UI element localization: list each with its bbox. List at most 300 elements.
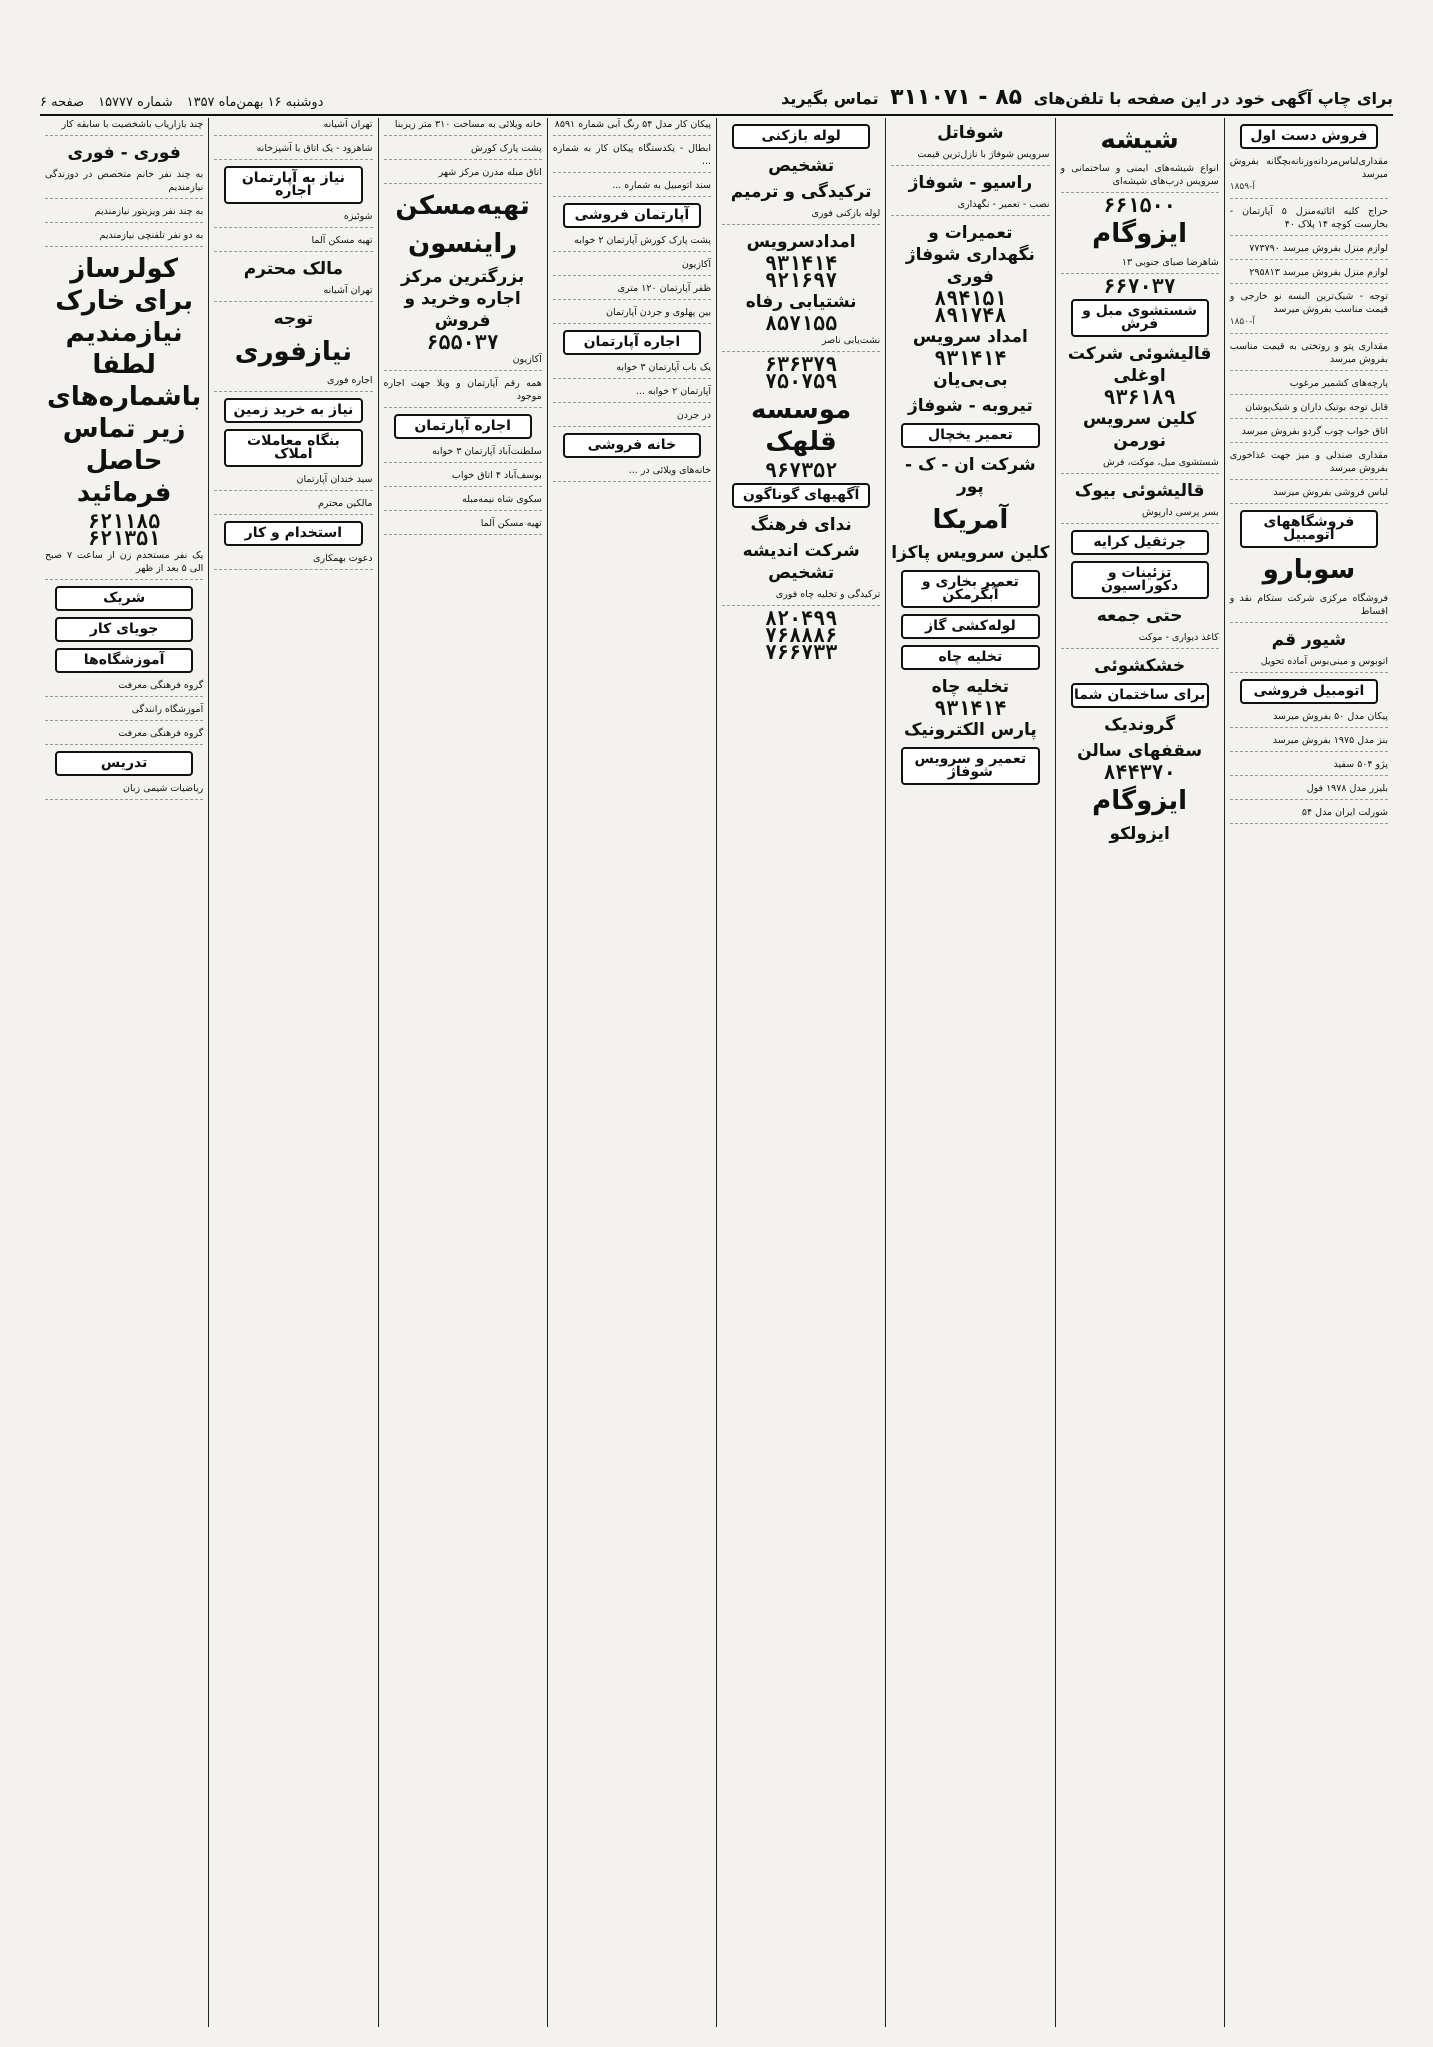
ad-text: تعمیر و سرویس شوفاژ — [914, 751, 1027, 780]
ad-text: شوفاتل — [937, 123, 1004, 143]
classified-ad — [1230, 710, 1388, 728]
ad-title — [722, 231, 880, 253]
ad-text: نیاز به خرید زمین — [233, 402, 354, 418]
ad-text: به چند نفر خانم متخصص در دوزندگی نیازمندیم — [45, 169, 204, 193]
column-5 — [547, 118, 716, 2027]
ad-text: خانه ویلائی به مساحت ۳۱۰ متر زیربنا — [394, 119, 542, 130]
header-meta — [40, 95, 323, 110]
ad-text: بین پهلوی و جردن آپارتمان — [605, 307, 711, 318]
ad-text: نشتیابی رفاه — [745, 292, 857, 312]
ad-text: همه رقم آپارتمان و ویلا جهت اجاره موجود — [383, 378, 542, 402]
classified-ad — [722, 207, 880, 225]
ad-text: ظفر آپارتمان ۱۲۰ متری — [617, 283, 711, 294]
ad-text: گروه فرهنگی معرفت — [118, 728, 204, 739]
classified-ad — [384, 118, 542, 136]
ad-text: فروشگاه مرکزی شرکت ستکام نقد و اقساط — [1229, 593, 1388, 617]
display-ad-title — [1061, 124, 1219, 156]
classified-ad — [214, 234, 372, 252]
ad-text: پشت پارک کورش آپارتمان ۲ خوابه — [574, 235, 711, 246]
ad-phone-number — [722, 458, 880, 482]
classified-ad — [384, 493, 542, 511]
ad-text: ۸۵۷۱۵۵ — [765, 311, 838, 335]
ad-text: لوله بازکنی — [761, 128, 841, 144]
ad-text: نیازفوری — [234, 337, 352, 367]
ad-text: آپارتمان ۲ خوابه ... — [635, 386, 711, 397]
ad-text: شورلت ایران مدل ۵۴ — [1301, 807, 1388, 818]
classified-ad — [1230, 290, 1388, 334]
ad-text: اتاق مبله مدرن مرکز شهر — [438, 167, 542, 178]
ad-text: سید خندان آپارتمان — [296, 474, 373, 485]
ad-title — [384, 266, 542, 332]
ad-text: ۹۳۱۴۱۴ — [934, 346, 1007, 370]
ad-text: کاغذ دیواری - موکت — [1138, 632, 1219, 643]
section-heading — [1071, 530, 1209, 555]
ad-text: تعمیرات و نگهداری شوفاژ فوری — [905, 223, 1035, 287]
display-ad-title — [1061, 785, 1219, 817]
ad-text: ۹۳۶۱۸۹ — [1103, 385, 1176, 409]
ad-text: آموزشگاه‌ها — [83, 652, 165, 668]
display-ad-title — [384, 190, 542, 222]
classified-ad — [1061, 256, 1219, 274]
ad-text: به چند نفر ویزیتور نیازمندیم — [94, 206, 204, 217]
ad-text: ریاضیات شیمی زبان — [122, 783, 204, 794]
ad-text: در جردن — [676, 410, 711, 421]
section-heading — [55, 751, 193, 776]
classified-ad — [45, 727, 203, 745]
ad-text: تهران آشیانه — [323, 285, 373, 296]
ad-text: بسر پرسی داریوش — [1141, 507, 1219, 518]
ad-text: لوازم منزل بفروش میرسد ۷۷۳۷۹۰ — [1249, 243, 1388, 254]
ad-phone-number — [891, 303, 1049, 327]
ad-text: لوله‌کشی گاز — [925, 618, 1016, 634]
classified-columns — [40, 118, 1393, 2027]
classified-ad — [553, 464, 711, 482]
ad-phone-number — [384, 330, 542, 354]
classified-ad — [722, 588, 880, 606]
classified-ad — [45, 229, 203, 247]
ad-text: خانه‌های ویلائی در ... — [628, 465, 711, 476]
section-heading — [55, 586, 193, 611]
ad-text: اتومبیل فروشی — [1253, 683, 1365, 699]
classified-ad — [553, 361, 711, 379]
ad-text: پیکان مدل ۵۰ بفروش میرسد — [1273, 711, 1388, 722]
ad-text: فروشگاههای اتومبیل — [1263, 514, 1355, 543]
ad-text: خشکشوئی — [1094, 656, 1186, 676]
ad-text: شرکت اندیشه تشخیص — [742, 541, 860, 583]
section-heading — [1071, 299, 1209, 337]
ad-text: ۶۵۵۰۳۷ — [426, 330, 499, 354]
ad-text: راینسون — [408, 229, 518, 259]
display-ad-title — [214, 336, 372, 368]
classified-ad — [722, 334, 880, 352]
ad-text: شرکت ان - ک - پور — [905, 455, 1036, 497]
ad-title — [722, 181, 880, 203]
ad-text: بوسف‌آباد ۴ اتاق خواب — [451, 470, 542, 481]
ad-text: بنگاه معاملات املاک — [247, 433, 340, 462]
classified-ad — [45, 782, 203, 800]
classified-ad — [1230, 486, 1388, 504]
ad-text: پیکان کار مدل ۵۴ رنگ آبی شماره ۸۵۹۱ — [554, 119, 711, 130]
ad-phone-number — [722, 268, 880, 292]
ad-text: نصب - تعمیر - نگهداری — [957, 199, 1050, 210]
ad-phone-number — [1061, 385, 1219, 409]
ad-code: آ-۱۸۵۹ — [1229, 182, 1255, 192]
display-ad-title — [891, 504, 1049, 536]
ad-text: ۶۶۱۵۰۰ — [1103, 193, 1176, 217]
ad-text: برای ساختمان شما — [1074, 687, 1206, 703]
ad-text: شوئیزه — [343, 211, 373, 222]
classified-ad — [214, 552, 372, 570]
column-4 — [716, 118, 885, 2027]
section-heading — [224, 429, 362, 467]
classified-ad — [553, 118, 711, 136]
ad-text: جرثقیل کرایه — [1093, 534, 1186, 550]
classified-ad — [384, 469, 542, 487]
classified-ad — [214, 210, 372, 228]
ad-text: ۸۹۱۷۴۸ — [934, 303, 1007, 327]
ad-text: شریک — [103, 590, 146, 606]
classified-ad — [1230, 242, 1388, 260]
ad-text: ۹۳۱۴۱۴ — [765, 251, 838, 275]
ad-text: تشخیص — [768, 156, 835, 176]
ad-text: تعمیر یخچال — [928, 427, 1013, 443]
ad-text: تخلیه چاه — [931, 677, 1010, 697]
ad-text: کلین سرویس پاکزا — [891, 543, 1050, 563]
classified-ad — [45, 679, 203, 697]
ad-text: ۸۹۴۱۵۱ — [934, 286, 1007, 310]
promo-phone: ۸۵ - ۳۱۱۰۷۱ — [890, 85, 1023, 110]
ad-text: آکازیون — [681, 259, 711, 270]
ad-text: اتوبوس و مینی‌بوس آماده تحویل — [1260, 656, 1388, 667]
ad-title — [722, 291, 880, 313]
ad-text: امداد سرویس — [912, 327, 1028, 347]
ad-text: بنز مدل ۱۹۷۵ بفروش میرسد — [1272, 735, 1388, 746]
ad-text: حراج کلیه اثاثیه‌منزل ۵ آپارتمان - بخارست کوچه ۱۴ پلاک ۴۰ — [1229, 206, 1388, 230]
issue-number: شماره ۱۵۷۷۷ — [98, 95, 173, 110]
ad-title — [214, 258, 372, 280]
classified-ad — [891, 148, 1049, 166]
section-heading — [55, 648, 193, 673]
ad-title — [891, 542, 1049, 564]
classified-ad — [553, 409, 711, 427]
ad-text: ۶۲۱۱۸۵ — [88, 509, 161, 533]
ad-text: مقداری صندلی و میز جهت غذاخوری بفروش میرسد — [1229, 450, 1388, 474]
ad-text: ۹۶۷۳۵۲ — [765, 458, 838, 482]
ad-text: بزرگترین مرکز اجاره وخرید و فروش — [400, 267, 525, 331]
ad-text: راسیو - شوفاژ — [908, 173, 1033, 193]
ad-text: ایزولکو — [1109, 824, 1170, 844]
ad-text: جویای کار — [89, 621, 159, 637]
ad-phone-number — [722, 369, 880, 393]
ad-text: ۷۵۰۷۵۹ — [765, 369, 838, 393]
column-1 — [1224, 118, 1393, 2027]
classified-ad — [45, 205, 203, 223]
section-heading — [901, 645, 1039, 670]
classified-ad — [891, 198, 1049, 216]
ad-text: ایزوگام — [1092, 786, 1188, 816]
classified-ad — [1061, 506, 1219, 524]
ad-text: ۶۲۱۳۵۱ — [88, 526, 161, 550]
ad-phone-number — [1061, 193, 1219, 217]
ad-text: به دو نفر تلفنچی نیازمندیم — [99, 230, 204, 241]
classified-ad — [1230, 205, 1388, 236]
section-heading — [901, 570, 1039, 608]
classified-ad — [553, 142, 711, 173]
ad-title — [1061, 740, 1219, 762]
ad-text: ۶۶۷۰۳۷ — [1103, 274, 1176, 298]
ad-phone-number — [1061, 274, 1219, 298]
ad-text: آکازیون — [512, 354, 542, 365]
classified-ad — [214, 284, 372, 302]
ad-title — [1230, 629, 1388, 651]
classified-ad — [553, 306, 711, 324]
ad-title — [1061, 408, 1219, 452]
classified-ad — [214, 142, 372, 160]
classified-ad — [1230, 449, 1388, 480]
ad-text: یک نفر مستخدم زن از ساعت ۷ صبح الی ۵ بعد از ظهر — [45, 550, 204, 574]
classified-ad — [45, 703, 203, 721]
section-heading — [224, 398, 362, 423]
ad-text: سند اتومبیل به شماره ... — [612, 180, 711, 191]
classified-ad — [1230, 425, 1388, 443]
ad-text: ندای فرهنگ — [750, 515, 852, 535]
ad-title — [891, 222, 1049, 288]
section-heading — [224, 521, 362, 546]
ad-title — [1061, 714, 1219, 736]
ad-title — [1061, 605, 1219, 627]
ad-title — [214, 308, 372, 330]
ad-title — [1061, 655, 1219, 677]
section-heading — [901, 423, 1039, 448]
ad-phone-number — [891, 696, 1049, 720]
ad-text: توجه - شیک‌ترین البسه نو خارجی و قیمت مناسب بفروش میرسد — [1229, 291, 1388, 315]
ad-text: تیروبه - شوفاژ — [908, 396, 1033, 416]
ad-title — [722, 514, 880, 536]
ad-title — [891, 369, 1049, 391]
column-2 — [1055, 118, 1224, 2027]
ad-text: ۶۳۶۳۷۹ — [765, 352, 838, 376]
ad-title — [722, 155, 880, 177]
section-heading — [901, 747, 1039, 785]
display-ad-title — [1061, 218, 1219, 250]
ad-text: گروه فرهنگی معرفت — [118, 680, 204, 691]
display-ad-title — [384, 228, 542, 260]
promo-suffix: تماس بگیرید — [781, 89, 879, 108]
classified-ad — [1230, 155, 1388, 199]
ad-phone-number — [722, 311, 880, 335]
ad-text: پشت پارک کورش — [471, 143, 542, 154]
ad-text: ابطال - یکدستگاه پیکان کار به شماره ... — [552, 143, 711, 167]
ad-title — [891, 454, 1049, 498]
classified-ad — [553, 282, 711, 300]
ad-title — [891, 326, 1049, 348]
classified-ad — [1230, 782, 1388, 800]
section-heading — [1071, 683, 1209, 708]
ad-text: بلیزر مدل ۱۹۷۸ فول — [1306, 783, 1388, 794]
ad-text: شستشوی مبل و فرش — [1082, 303, 1198, 332]
ad-text: شاهرضا صبای جنوبی ۱۳ — [1121, 257, 1219, 268]
ad-phone-number — [45, 526, 203, 550]
display-ad-title — [1230, 554, 1388, 586]
ad-text: آموزشگاه رانندگی — [131, 704, 204, 715]
ad-text: ۷۶۸۸۸۶ — [765, 623, 838, 647]
ad-text: قالیشوئی بیوک — [1074, 481, 1205, 501]
classified-ad — [45, 118, 203, 136]
ad-text: ترکیدگی و ترمیم — [730, 182, 872, 202]
ad-text: سقفهای سالن — [1077, 741, 1203, 761]
classified-ad — [384, 166, 542, 184]
classified-ad — [1230, 377, 1388, 395]
classified-ad — [1230, 592, 1388, 623]
ad-title — [891, 719, 1049, 741]
ad-text: ۹۲۱۶۹۷ — [765, 268, 838, 292]
ad-text: تعمیر بخاری و آبگرمکن — [921, 574, 1019, 603]
ad-title — [722, 540, 880, 584]
section-heading — [224, 166, 362, 204]
classified-ad — [1230, 340, 1388, 371]
ad-text: تزئینات و دکوراسیون — [1101, 565, 1179, 594]
ad-code: آ-۱۸۵۰ — [1229, 317, 1255, 327]
ad-text: آپارتمان فروشی — [574, 207, 690, 223]
ad-text: نیاز به آپارتمان اجاره — [241, 170, 345, 199]
ad-text: تهیه‌مسکن — [395, 191, 530, 221]
display-ad-title — [45, 253, 203, 509]
classified-ad — [1061, 456, 1219, 474]
ad-text: شیشه — [1100, 125, 1179, 155]
ad-title — [45, 142, 203, 164]
ad-text: مالکین محترم — [318, 498, 373, 509]
ad-text: تهران آشیانه — [323, 119, 373, 130]
display-ad-title — [722, 394, 880, 458]
classified-ad — [1230, 758, 1388, 776]
section-heading — [563, 433, 701, 458]
ad-text: لوازم منزل بفروش میرسد ۲۹۵۸۱۳ — [1249, 267, 1388, 278]
classified-ad — [45, 549, 203, 580]
ad-text: لباس فروشی بفروش میرسد — [1273, 487, 1388, 498]
ad-text: گروندیک — [1104, 715, 1176, 735]
ad-text: پارچه‌های کشمیر مرغوب — [1289, 378, 1388, 389]
section-heading — [901, 614, 1039, 639]
classified-ad — [384, 445, 542, 463]
section-heading — [563, 330, 701, 355]
classified-ad — [1230, 266, 1388, 284]
ad-text: تهیه مسکن آلما — [311, 235, 373, 246]
classified-ad — [1230, 655, 1388, 673]
classified-ad — [384, 353, 542, 371]
ad-text: مالک محترم — [243, 259, 344, 279]
ad-text: استخدام و کار — [244, 525, 343, 541]
ad-text: پژو ۵۰۴ سفید — [1333, 759, 1388, 770]
ad-title — [891, 395, 1049, 417]
ad-text: سکوی شاه نیمه‌مبله — [462, 494, 542, 505]
column-8 — [40, 118, 208, 2027]
ad-phone-number — [722, 640, 880, 664]
ad-title — [891, 676, 1049, 698]
ad-text: مقداری پتو و روتختی به قیمت مناسب بفروش میرسد — [1229, 341, 1388, 365]
section-heading — [394, 414, 532, 439]
classified-ad — [553, 258, 711, 276]
ad-text: یک باب آپارتمان ۳ خوابه — [616, 362, 711, 373]
ad-text: بی‌بی‌یان — [933, 370, 1008, 390]
ad-phone-number — [891, 346, 1049, 370]
ad-text: شاهرود - یک اتاق با آشپزخانه — [256, 143, 373, 154]
ad-text: انواع شیشه‌های ایمنی و ساختمانی و سرویس درب‌های شیشه‌ای — [1060, 163, 1219, 187]
ad-text: سرویس شوفاژ با نازل‌ترین قیمت — [917, 149, 1050, 160]
ad-text: سوبارو — [1262, 555, 1356, 585]
ad-text: کولرساز برای خارک نیازمندیم لطفا باشماره‌های زیر تماس حاصل فرمائید — [47, 254, 202, 508]
ad-text: اجاره آپارتمان — [414, 418, 511, 434]
classified-ad — [45, 168, 203, 199]
ad-text: تخلیه چاه — [938, 649, 1003, 665]
section-heading — [1071, 561, 1209, 599]
section-heading — [732, 124, 870, 149]
classified-ad — [384, 517, 542, 535]
classified-ad — [1061, 631, 1219, 649]
ad-text: شیور قم — [1271, 630, 1347, 650]
promo-prefix: برای چاپ آگهی خود در این صفحه با تلفن‌های — [1033, 89, 1393, 108]
ad-text: تهیه مسکن آلما — [480, 518, 542, 529]
ad-text: ۸۴۴۳۷۰ — [1103, 760, 1176, 784]
ad-phone-number — [1061, 760, 1219, 784]
ad-text: سلطنت‌آباد آپارتمان ۳ خوابه — [432, 446, 542, 457]
ad-text: پارس الکترونیک — [903, 720, 1037, 740]
section-heading — [1240, 510, 1378, 548]
classified-ad — [1230, 401, 1388, 419]
ad-text: ۸۲۰۴۹۹ — [765, 606, 838, 630]
ad-text: ترکیدگی و تخلیه چاه فوری — [775, 589, 881, 600]
ad-text: قابل توجه بوتیک داران و شیک‌پوشان — [1245, 402, 1388, 413]
ad-text: امدادسرویس — [746, 232, 856, 252]
classified-ad — [553, 234, 711, 252]
ad-text: ۹۳۱۴۱۴ — [934, 696, 1007, 720]
ad-text: دعوت بهمکاری — [313, 553, 373, 564]
ad-text: فروش دست اول — [1250, 128, 1368, 144]
classified-ad — [384, 377, 542, 408]
ad-text: حتی جمعه — [1096, 606, 1183, 626]
ad-text: لوله بازکنی فوری — [811, 208, 881, 219]
column-6 — [378, 118, 547, 2027]
ad-text: شستشوی مبل، موکت، فرش — [1103, 457, 1219, 468]
classified-ad — [214, 374, 372, 392]
ad-title — [891, 172, 1049, 194]
ad-text: فوری - فوری — [67, 143, 181, 163]
issue-date: دوشنبه ۱۶ بهمن‌ماه ۱۳۵۷ — [186, 95, 324, 110]
classified-ad — [1061, 162, 1219, 193]
classified-ad — [1230, 806, 1388, 824]
classified-ad — [214, 473, 372, 491]
ad-text: ایزوگام — [1092, 219, 1188, 249]
classified-ad — [1230, 734, 1388, 752]
section-heading — [1240, 679, 1378, 704]
ad-text: موسسه قلهک — [751, 395, 852, 457]
page-number: صفحه ۶ — [40, 95, 85, 110]
classified-ad — [214, 497, 372, 515]
section-heading — [1240, 124, 1378, 149]
ad-text: اجاره فوری — [327, 375, 373, 386]
ad-text: ۷۶۶۷۳۳ — [765, 640, 838, 664]
section-heading — [563, 203, 701, 228]
section-heading — [732, 483, 870, 508]
header-promo — [781, 85, 1393, 110]
ad-text: اجاره آپارتمان — [583, 334, 681, 350]
classified-ad — [214, 118, 372, 136]
ad-title — [1061, 343, 1219, 387]
ad-text: آگهیهای گوناگون — [742, 487, 860, 503]
ad-text: تدریس — [100, 755, 148, 771]
ad-text: خانه فروشی — [587, 437, 677, 453]
ad-title — [891, 122, 1049, 144]
section-heading — [55, 617, 193, 642]
